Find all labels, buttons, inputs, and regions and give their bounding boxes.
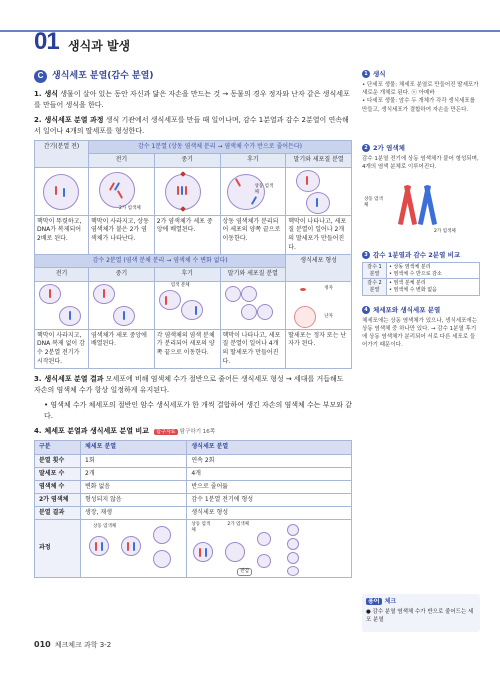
cell-diagram-m2-metaphase	[89, 281, 155, 329]
text-m2-anaphase: 각 염색체의 염색 분체가 분리되어 세포의 양쪽 끝으로 이동한다.	[154, 329, 220, 369]
table-row: 분열 횟수 1회 연속 2회	[35, 454, 352, 467]
compare-ref: 탐구하기 16쪽	[179, 428, 216, 435]
phase-metaphase: 중기	[154, 154, 220, 167]
page-number: 010	[34, 640, 51, 649]
cell-diagram-m1-prophase	[89, 167, 155, 215]
meiosis2-title: 감수 2분열 (염색 분체 분리 → 염색체 수 변화 없다)	[35, 255, 286, 268]
cell-diagram-m1-anaphase	[220, 167, 286, 215]
table-row: 딸세포 수 2개 4개	[35, 467, 352, 480]
interphase-header: 간기(분열 전)	[35, 141, 89, 167]
note-meiosis-compare: 3 감수 1분열과 감수 2분열 비교 감수 1분열 • 상동 염색체 분리 • 염색체 수 반으로 감소 감수 2분열 • 염색 분체 분리 • 염색체 수 변화 없음	[362, 251, 480, 296]
phase-m2-anaphase: 후기	[154, 268, 220, 281]
page-footer	[34, 640, 111, 651]
item-reproduction: 1. 생식 생물이 살아 있는 동안 자신과 닮은 자손을 만드는 것 → 동물의 경우 정자와 난자 같은 생식세포를 만들어 생식을 한다.	[34, 90, 350, 109]
item-compare: 4. 체세포 분열과 생식세포 분열 비교 탐구자료 탐구하기 16쪽	[34, 426, 216, 435]
table-row: 감수 2분열 • 염색 분체 분리 • 염색체 수 변화 없음	[363, 279, 480, 296]
side-compare-table	[362, 262, 480, 296]
mitosis-process-diagram: 상동 염색체	[81, 520, 187, 578]
text-m1-telophase: 핵막이 나타나고, 세포질 분열이 일어나 2개의 딸세포가 만들어진다.	[286, 215, 352, 255]
text-m2-telophase: 핵막이 나타나고, 세포질 분열이 일어나 4개의 딸세포가 만들어진다.	[220, 329, 286, 369]
meiosis-process-diagram: 상동 염색체 2가 염색체 반감	[187, 520, 352, 578]
section-title: 생식세포 분열(감수 분열)	[52, 71, 154, 82]
cell-diagram-interphase	[35, 167, 89, 215]
table-row: 분열 결과 생장, 재생 생식세포 형성	[35, 506, 352, 519]
text-gametes: 딸세포는 정자 또는 난자가 된다.	[286, 329, 352, 369]
text-interphase: 핵막이 뚜렷하고, DNA가 복제되어 2배로 된다.	[35, 215, 89, 255]
note-bivalent: 2 2가 염색체 감수 1분열 전기에 상동 염색체가 붙어 형성되며, 4개의 염색 분체로 이루어진다. 상동 염색체 2가 염색체	[362, 144, 480, 241]
cell-diagram-m2-prophase	[35, 281, 89, 329]
header-band	[0, 30, 500, 32]
meiosis-table	[34, 140, 352, 369]
main-column	[34, 70, 352, 578]
text-m1-anaphase: 상동 염색체가 분리되어 세포의 양쪽 끝으로 이동한다.	[220, 215, 286, 255]
bivalent-diagram: 상동 염색체 2가 염색체	[362, 171, 480, 241]
table-row: 염색체 수 변화 없음 반으로 줄어듦	[35, 480, 352, 493]
phase-telophase: 말기와 세포질 분열	[286, 154, 352, 167]
phase-m2-metaphase: 중기	[89, 268, 155, 281]
text-m2-prophase: 핵막이 사라지고, DNA 복제 없이 감수 2분열 전기가 시작된다.	[35, 329, 89, 369]
cell-diagram-gametes	[286, 281, 352, 329]
cell-diagram-m2-telophase	[220, 281, 286, 329]
text-m1-metaphase: 2가 염색체가 세포 중앙에 배열된다.	[154, 215, 220, 255]
label-sperm: 정자	[324, 285, 333, 291]
text-m2-metaphase: 염색체가 세포 중앙에 배열된다.	[89, 329, 155, 369]
note-reproduction: 1 생식 • 단세포 생물: 체세포 분열로 만들어진 딸세포가 새로운 개체로 된다. ⓔ 아메바 • 다세포 생물: 암수 두 개체가 각각 생식세포를 만들고, 생식세포가 결합하여 자손을 만든다.	[362, 70, 479, 113]
gamete-header: 생식세포 형성	[286, 255, 352, 281]
table-row: 감수 1분열 • 상동 염색체 분리 • 염색체 수 반으로 감소	[363, 262, 480, 279]
term-check-box: 용어 체크 ● 감수 분열 염색체 수가 반으로 줄어드는 세포 분열	[362, 594, 480, 632]
meiosis1-title: 감수 1분열 (상동 염색체 분리 → 염색체 수가 반으로 줄어든다)	[89, 141, 352, 154]
note-somatic-gamete: 4 체세포와 생식세포 분열 체세포에는 상동 염색체가 있으나, 생식세포에는 상동 염색체 중 하나만 있다. → 감수 1분열 후기에 상동 염색체가 분리되어 서로 다른 세포로 들어가기 때문이다.	[362, 305, 478, 349]
chapter-title: 생식과 발생	[68, 39, 131, 53]
comparison-table	[34, 440, 352, 578]
cell-diagram-m1-metaphase	[154, 167, 220, 215]
chapter-header	[0, 0, 500, 58]
text-m1-prophase: 핵막이 사라지고, 상동 염색체가 붙은 2가 염색체가 나타난다.	[89, 215, 155, 255]
chapter-number: 01	[34, 28, 59, 55]
label-homolog: 상동 염색체	[254, 183, 274, 195]
compare-tag: 탐구자료	[156, 428, 176, 435]
cmp-header-mitosis: 체세포 분열	[81, 441, 187, 454]
cmp-header-category: 구분	[35, 441, 81, 454]
phase-prophase: 전기	[89, 154, 155, 167]
label-chromatid: 염색 분체	[170, 282, 190, 288]
phase-anaphase: 후기	[220, 154, 286, 167]
side-notes	[362, 70, 480, 360]
section-badge: C	[34, 70, 47, 83]
cell-diagram-m1-telophase	[286, 167, 352, 215]
section-heading	[34, 70, 352, 83]
item-meiosis-process: 2. 생식세포 분열 과정 생식 기관에서 생식세포를 만들 때 일어나며, 감수 1분열과 감수 2분열이 연속해서 일어나 4개의 딸세포를 형성한다.	[34, 115, 349, 135]
cmp-header-meiosis: 생식세포 분열	[187, 441, 352, 454]
table-row: 2가 염색체 형성되지 않음 감수 1분열 전기에 형성	[35, 493, 352, 506]
result-bullet: • 염색체 수가 체세포의 절반인 암수 생식세포가 한 개씩 결합하여 생긴 자손의 염색체 수는 부모와 같다.	[44, 400, 352, 420]
cell-diagram-m2-anaphase	[154, 281, 220, 329]
label-egg: 난자	[324, 313, 333, 319]
item-meiosis-result: 3. 생식세포 분열 결과 모세포에 비해 염색체 수가 절반으로 줄어든 생식세포 형성 → 세대를 거듭해도 자손의 염색체 수가 항상 일정하게 유지된다.	[34, 375, 344, 395]
phase-m2-telophase: 말기와 세포질 분열	[220, 268, 286, 281]
label-bivalent: 2가 염색체	[119, 205, 141, 211]
book-title: 체크체크 과학 3-2	[54, 640, 112, 649]
table-row: 과정 상동 염색체 상동 염색체 2가 염색체 반감	[35, 520, 352, 578]
phase-m2-prophase: 전기	[35, 268, 89, 281]
